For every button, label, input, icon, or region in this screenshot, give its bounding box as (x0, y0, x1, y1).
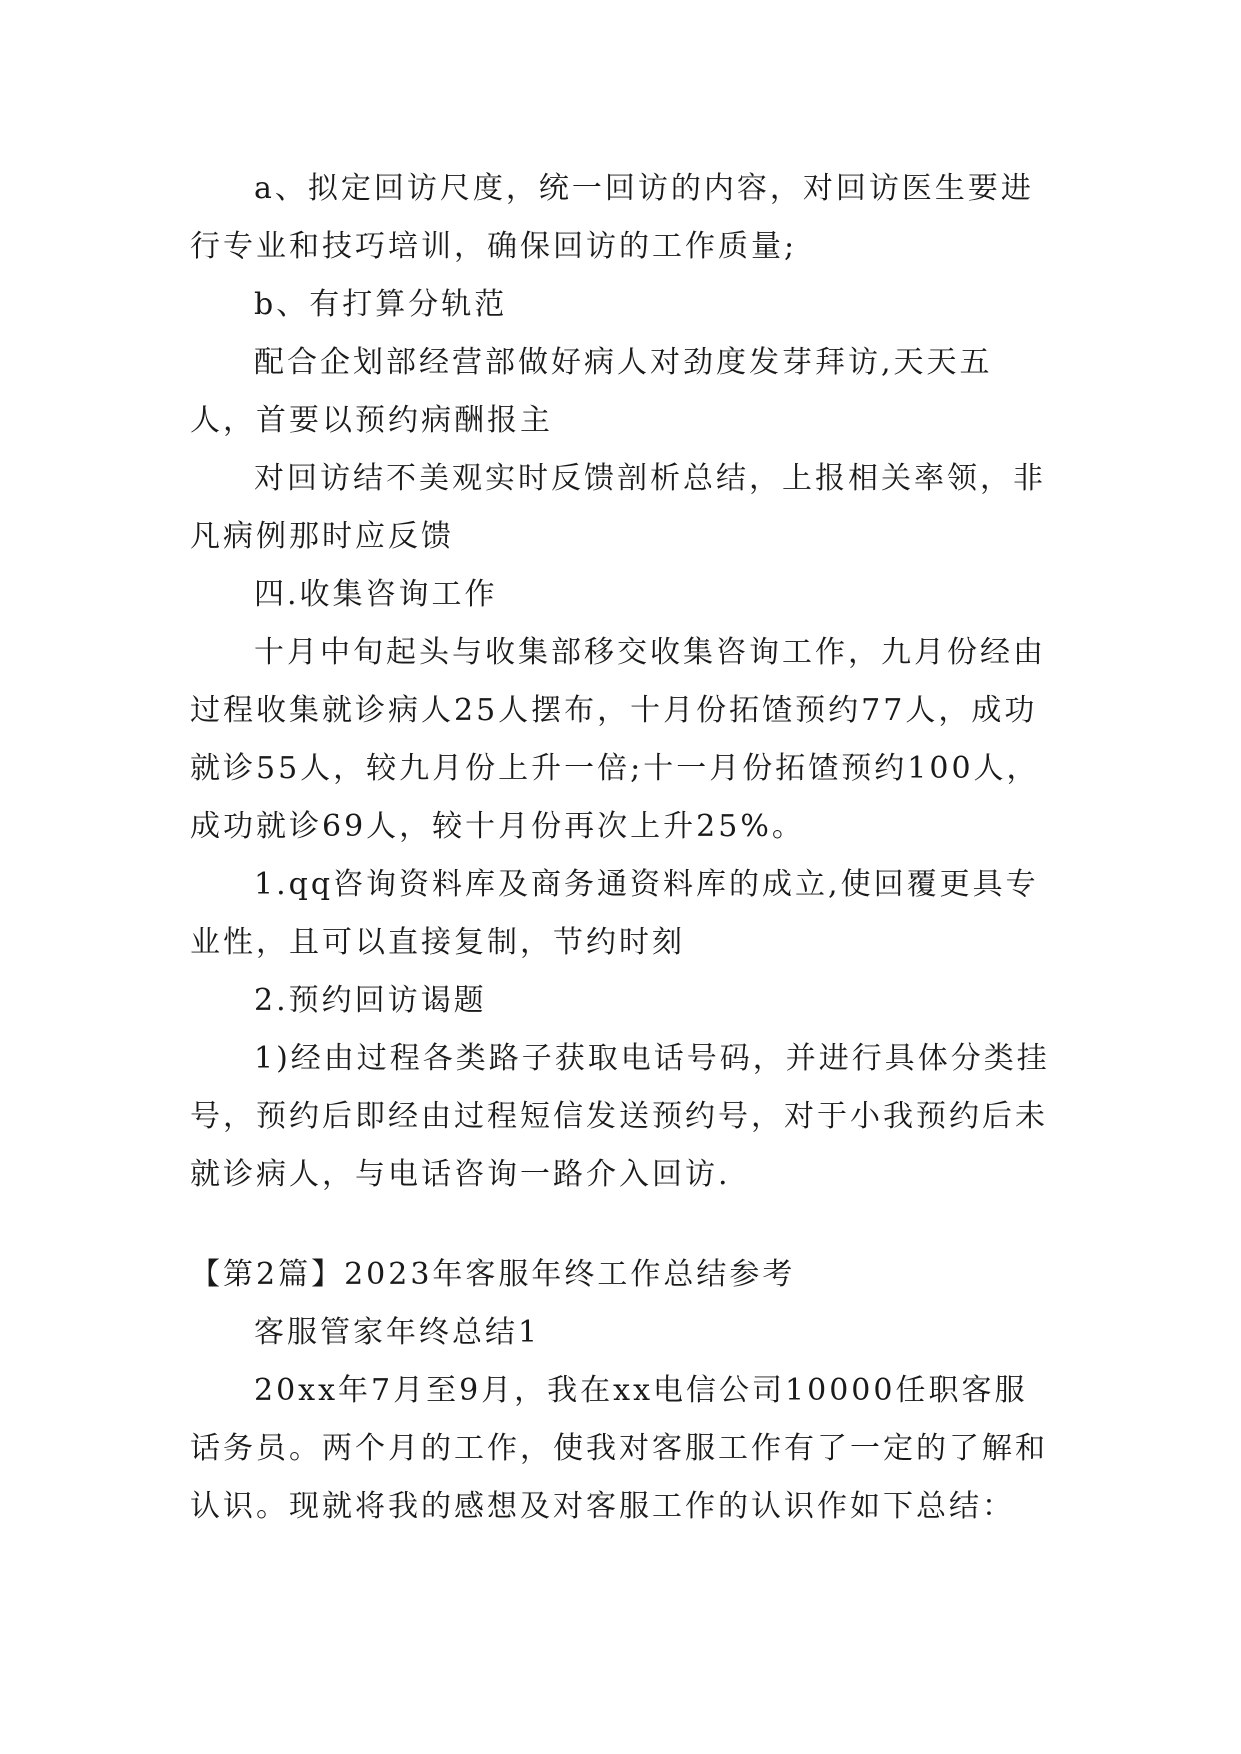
paragraph-plan: b、有打算分轨范 (254, 287, 508, 322)
paragraph-summary-intro: 20xx年7月至9月，我在xx电信公司10000任职客服话务员。两个月的工作，使我对客服工作有了一定的了解和认识。现就将我的感想及对客服工作的认识作如下总结： (190, 1373, 1048, 1524)
section-heading: 【第2篇】2023年客服年终工作总结参考 (190, 1257, 796, 1292)
paragraph-summary-title: 客服管家年终总结1 (254, 1315, 541, 1350)
paragraph-online-consult-stats: 十月中旬起头与收集部移交收集咨询工作，九月份经由过程收集就诊病人25人摆布，十月份拓馇预约77人，成功就诊55人，较九月份上升一倍;十一月份拓馇预约100人，成功就诊69人，较十月份再次上升25%。 (190, 635, 1046, 844)
paragraph-feedback: 对回访结不美观实时反馈剖析总结，上报相关率领，非凡病例那时应反馈 (190, 461, 1046, 554)
paragraph-phone-registration: 1)经由过程各类路子获取电话号码，并进行具体分类挂号，预约后即经由过程短信发送预约号，对于小我预约后未就诊病人，与电话咨询一路介入回访. (190, 1041, 1050, 1192)
document-body (190, 160, 1050, 1536)
paragraph-subheading-online-consult: 四.收集咨询工作 (254, 577, 498, 612)
paragraph-qq-database: 1.qq咨询资料库及商务通资料库的成立,使回覆更具专业性，且可以直接复制，节约时刻 (190, 867, 1039, 960)
paragraph-survey: 配合企划部经营部做好病人对劲度发芽拜访,天天五人，首要以预约病酬报主 (190, 345, 993, 438)
paragraph-appointment-callback: 2.预约回访谒题 (254, 983, 487, 1018)
paragraph-callback-standard: a、拟定回访尺度，统一回访的内容，对回访医生要进行专业和技巧培训，确保回访的工作质量; (190, 171, 1034, 264)
